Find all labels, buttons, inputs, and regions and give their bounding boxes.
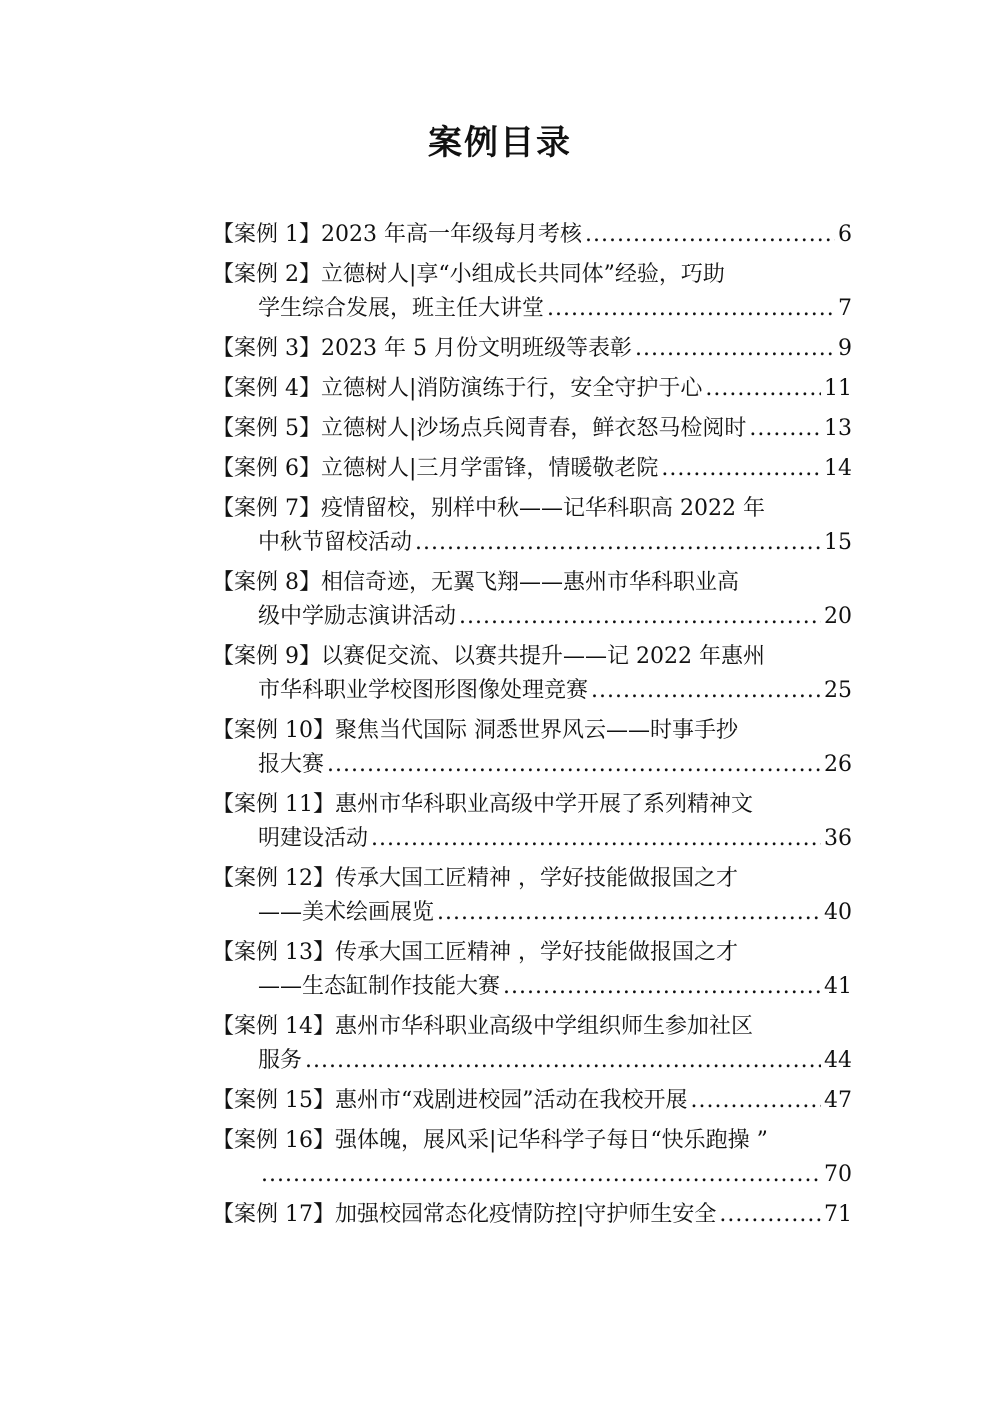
page-title: 案例目录 xyxy=(428,123,572,163)
toc-entry[interactable] xyxy=(212,492,852,560)
dot-leader xyxy=(459,600,821,634)
toc-entry-continuation-line xyxy=(212,292,852,326)
toc-entry[interactable] xyxy=(212,332,852,366)
toc-entry[interactable] xyxy=(212,566,852,634)
toc-entry-text: 中秋节留校活动 xyxy=(258,530,413,555)
toc-entry[interactable] xyxy=(212,714,852,782)
toc-entry-title-line xyxy=(212,788,852,822)
toc-entry-text: 【案例 10】聚焦当代国际 洞悉世界风云——时事手抄 xyxy=(212,718,738,743)
toc-entry-text: 报大赛 xyxy=(258,752,325,777)
toc-entry-text: 学生综合发展，班主任大讲堂 xyxy=(258,296,545,321)
toc-entry-title-line xyxy=(212,714,852,748)
toc-page-number: 6 xyxy=(838,222,852,247)
table-of-contents xyxy=(212,218,852,1238)
toc-entry-continuation-line xyxy=(212,526,852,560)
toc-entry-text: 【案例 2】立德树人|享“小组成长共同体”经验，巧助 xyxy=(212,262,725,287)
dot-leader xyxy=(661,452,821,486)
toc-page-number: 11 xyxy=(824,376,852,401)
toc-entry[interactable] xyxy=(212,1124,852,1192)
dot-leader xyxy=(749,412,821,446)
toc-entry-title-line xyxy=(212,862,852,896)
toc-entry-text: 【案例 11】惠州市华科职业高级中学开展了系列精神文 xyxy=(212,792,753,817)
dot-leader xyxy=(327,748,821,782)
toc-page-number: 26 xyxy=(824,752,852,777)
toc-entry-text: 服务 xyxy=(258,1048,303,1073)
dot-leader xyxy=(415,526,821,560)
toc-entry[interactable] xyxy=(212,1084,852,1118)
toc-entry-text: 【案例 3】2023 年 5 月份文明班级等表彰 xyxy=(212,336,632,361)
toc-page-number: 25 xyxy=(824,678,852,703)
toc-entry-text: 【案例 5】立德树人|沙场点兵阅青春，鲜衣怒马检阅时 xyxy=(212,416,747,441)
toc-entry-title-line xyxy=(212,1124,852,1158)
toc-page-number: 7 xyxy=(838,296,852,321)
toc-entry[interactable] xyxy=(212,1010,852,1078)
toc-page-number: 13 xyxy=(824,416,852,441)
dot-leader xyxy=(371,822,821,856)
toc-entry-title-line xyxy=(212,936,852,970)
toc-entry-continuation-line xyxy=(212,970,852,1004)
toc-page-number: 47 xyxy=(824,1088,852,1113)
toc-entry-text: 【案例 7】疫情留校，别样中秋——记华科职高 2022 年 xyxy=(212,496,765,521)
toc-entry-text: 【案例 16】强体魄，展风采|记华科学子每日“快乐跑操 ” xyxy=(212,1128,768,1153)
toc-entry-title-line xyxy=(212,372,852,406)
toc-entry-continuation-line xyxy=(212,896,852,930)
toc-entry-text: 【案例 15】惠州市“戏剧进校园”活动在我校开展 xyxy=(212,1088,688,1113)
toc-entry[interactable] xyxy=(212,412,852,446)
toc-entry-text: 【案例 8】相信奇迹，无翼飞翔——惠州市华科职业高 xyxy=(212,570,739,595)
toc-entry[interactable] xyxy=(212,258,852,326)
toc-entry-text: 【案例 9】以赛促交流、以赛共提升——记 2022 年惠州 xyxy=(212,644,765,669)
toc-entry-title-line xyxy=(212,1198,852,1232)
dot-leader xyxy=(261,1158,821,1192)
toc-entry-title-line xyxy=(212,412,852,446)
toc-page-number: 36 xyxy=(824,826,852,851)
toc-entry-text: 【案例 6】立德树人|三月学雷锋，情暖敬老院 xyxy=(212,456,659,481)
toc-entry-continuation-line xyxy=(212,1158,852,1192)
toc-entry-title-line xyxy=(212,640,852,674)
toc-page-number: 71 xyxy=(824,1202,852,1227)
toc-entry[interactable] xyxy=(212,452,852,486)
toc-entry[interactable] xyxy=(212,862,852,930)
toc-entry[interactable] xyxy=(212,218,852,252)
dot-leader xyxy=(705,372,821,406)
toc-entry[interactable] xyxy=(212,788,852,856)
dot-leader xyxy=(503,970,821,1004)
toc-entry-text: ——生态缸制作技能大赛 xyxy=(258,974,501,999)
toc-entry[interactable] xyxy=(212,936,852,1004)
dot-leader xyxy=(690,1084,821,1118)
toc-page-number: 20 xyxy=(824,604,852,629)
toc-entry-text: 【案例 4】立德树人|消防演练于行，安全守护于心 xyxy=(212,376,703,401)
toc-entry-continuation-line xyxy=(212,748,852,782)
toc-entry-text: 市华科职业学校图形图像处理竞赛 xyxy=(258,678,589,703)
toc-entry-continuation-line xyxy=(212,822,852,856)
dot-leader xyxy=(437,896,821,930)
toc-entry-title-line xyxy=(212,452,852,486)
toc-page-number: 40 xyxy=(824,900,852,925)
toc-entry-title-line xyxy=(212,1084,852,1118)
toc-entry-title-line xyxy=(212,566,852,600)
dot-leader xyxy=(585,218,835,252)
dot-leader xyxy=(719,1198,821,1232)
toc-entry-title-line xyxy=(212,258,852,292)
toc-entry-continuation-line xyxy=(212,674,852,708)
dot-leader xyxy=(591,674,821,708)
toc-entry-text: 【案例 13】传承大国工匠精神 ，学好技能做报国之才 xyxy=(212,940,738,965)
toc-entry-title-line xyxy=(212,1010,852,1044)
toc-entry[interactable] xyxy=(212,640,852,708)
toc-entry-text: ——美术绘画展览 xyxy=(258,900,435,925)
dot-leader xyxy=(547,292,835,326)
toc-page-number: 14 xyxy=(824,456,852,481)
toc-entry-title-line xyxy=(212,492,852,526)
toc-entry-text: 【案例 17】加强校园常态化疫情防控|守护师生安全 xyxy=(212,1202,717,1227)
dot-leader xyxy=(635,332,835,366)
toc-page-number: 70 xyxy=(824,1162,852,1187)
toc-entry[interactable] xyxy=(212,1198,852,1232)
toc-page-number: 15 xyxy=(824,530,852,555)
dot-leader xyxy=(305,1044,821,1078)
toc-entry-continuation-line xyxy=(212,600,852,634)
toc-page-number: 41 xyxy=(824,974,852,999)
toc-page-number: 44 xyxy=(824,1048,852,1073)
toc-entry-text: 明建设活动 xyxy=(258,826,369,851)
toc-entry-text: 级中学励志演讲活动 xyxy=(258,604,457,629)
toc-entry-continuation-line xyxy=(212,1044,852,1078)
toc-entry-text: 【案例 14】惠州市华科职业高级中学组织师生参加社区 xyxy=(212,1014,753,1039)
toc-page-number: 9 xyxy=(838,336,852,361)
toc-entry-title-line xyxy=(212,218,852,252)
toc-entry-text: 【案例 12】传承大国工匠精神 ，学好技能做报国之才 xyxy=(212,866,738,891)
toc-entry-title-line xyxy=(212,332,852,366)
toc-entry-text: 【案例 1】2023 年高一年级每月考核 xyxy=(212,222,582,247)
toc-entry[interactable] xyxy=(212,372,852,406)
